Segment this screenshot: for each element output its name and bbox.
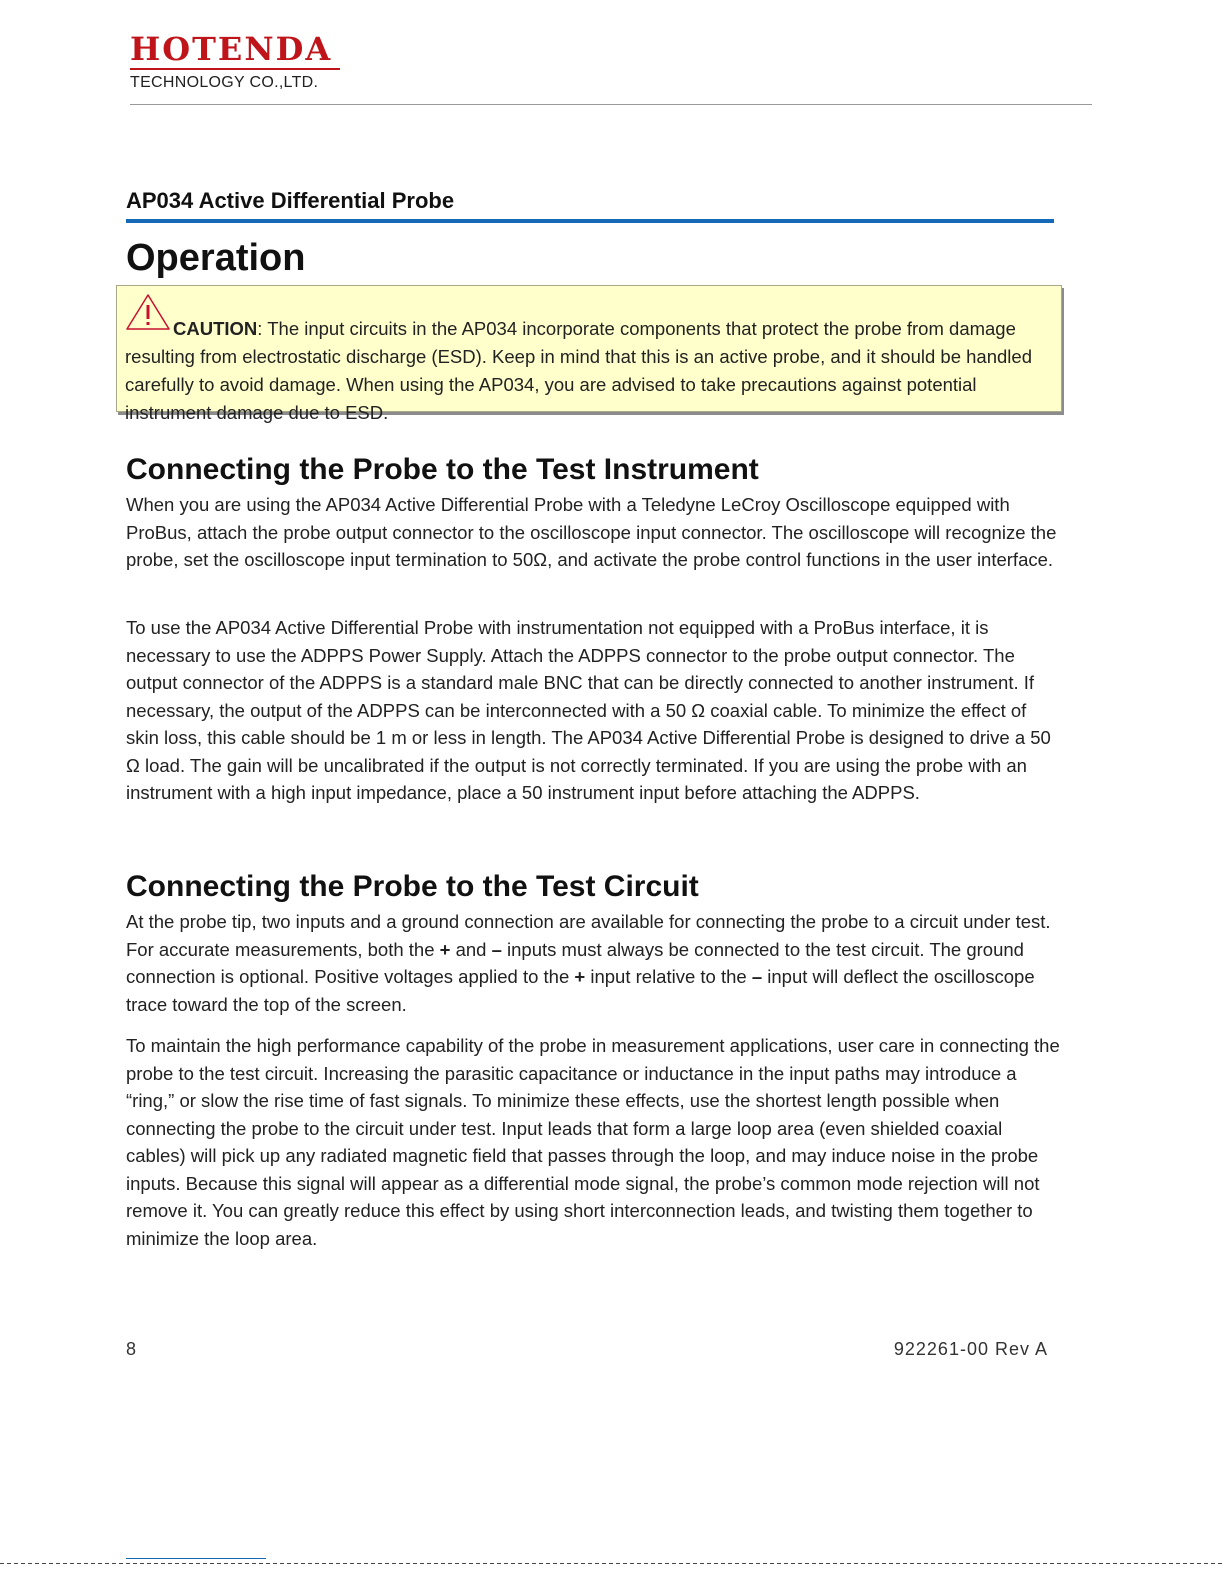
paragraph: To maintain the high performance capability of the probe in measurement applications, user care in connecting the probe to the test circuit. Increasing the parasitic capacitance or inductance in the input paths may introduce a “ring,” or slow the rise time of fast signals. To minimize these effects, use the shortest length possible when connecting the probe to the circuit under test. Input leads that form a large loop area (even shielded coaxial cables) will pick up any radiated magnetic field that passes through the loop, and may induce noise in the probe inputs. Because this signal will appear as a differential mode signal, the probe’s common mode rejection will not remove it. You can greatly reduce this effect by using short interconnection leads, and twisting them together to minimize the loop area. [126,1035,1060,1249]
brand-underline [130,68,340,70]
paragraph: When you are using the AP034 Active Differential Probe with a Teledyne LeCroy Oscilloscope equipped with ProBus, attach the probe output connector to the oscilloscope input connector. The oscilloscope will recognize the probe, set the oscilloscope input termination to 50Ω, and activate the probe control functions in the user interface. [126,494,1057,570]
warning-triangle-icon [125,293,171,331]
caution-box [116,285,1062,423]
paragraph: To use the AP034 Active Differential Probe with instrumentation not equipped with a ProBus interface, it is necessary to use the ADPPS Power Supply. Attach the ADPPS connector to the probe output connector. The output connector of the ADPPS is a standard male BNC that can be directly connected to another instrument. If necessary, the output of the ADPPS can be interconnected with a 50 Ω coaxial cable. To minimize the effect of skin loss, this cable should be 1 m or less in length. The AP034 Active Differential Probe is designed to drive a 50 Ω load. The gain will be uncalibrated if the output is not correctly terminated. If you are using the probe with an instrument with a high input impedance, place a 50 instrument input before attaching the ADPPS. [126,617,1051,803]
minus-symbol: – [491,938,502,960]
document-title: AP034 Active Differential Probe [126,188,455,213]
page-bottom-divider [0,1563,1225,1564]
caution-text: : The input circuits in the AP034 incorporate components that protect the probe from damage resulting from electrostatic discharge (ESD). Keep in mind that this is an active probe, and it should be handled carefully to avoid damage. When using the AP034, you are advised to take precautions against potential instrument damage due to ESD. [125,318,1032,423]
minus-symbol: – [751,966,763,987]
title-divider [126,219,1054,223]
footer-accent-line [126,1558,266,1559]
company-logo [130,32,340,92]
text-run: At the probe tip, two inputs and a ground connection are available for connecting the probe to a circuit under test. For accurate measurements, both the [126,911,1051,960]
text-run: input relative to the [585,966,752,987]
text-run: input will deflect the oscilloscope trace toward the top of the screen. [126,966,1035,1015]
text-run: inputs must always be connected to the test circuit. The ground connection is optional. Positive voltages applied to the [126,938,1024,987]
plus-symbol: + [439,938,451,960]
heading-test-instrument: Connecting the Probe to the Test Instrument [126,453,759,486]
caution-label: CAUTION [173,318,258,339]
text-run: and [450,938,492,960]
page-number: 8 [126,1339,137,1359]
brand-subtitle: TECHNOLOGY CO.,LTD. [130,74,319,91]
section-title: Operation [126,237,306,279]
plus-symbol: + [574,966,586,987]
paragraph [126,908,1061,1018]
header-divider [130,104,1092,105]
heading-test-circuit: Connecting the Probe to the Test Circuit [126,870,699,903]
document-code: 922261-00 Rev A [893,1339,1048,1359]
brand-name: HOTENDA [130,30,333,68]
